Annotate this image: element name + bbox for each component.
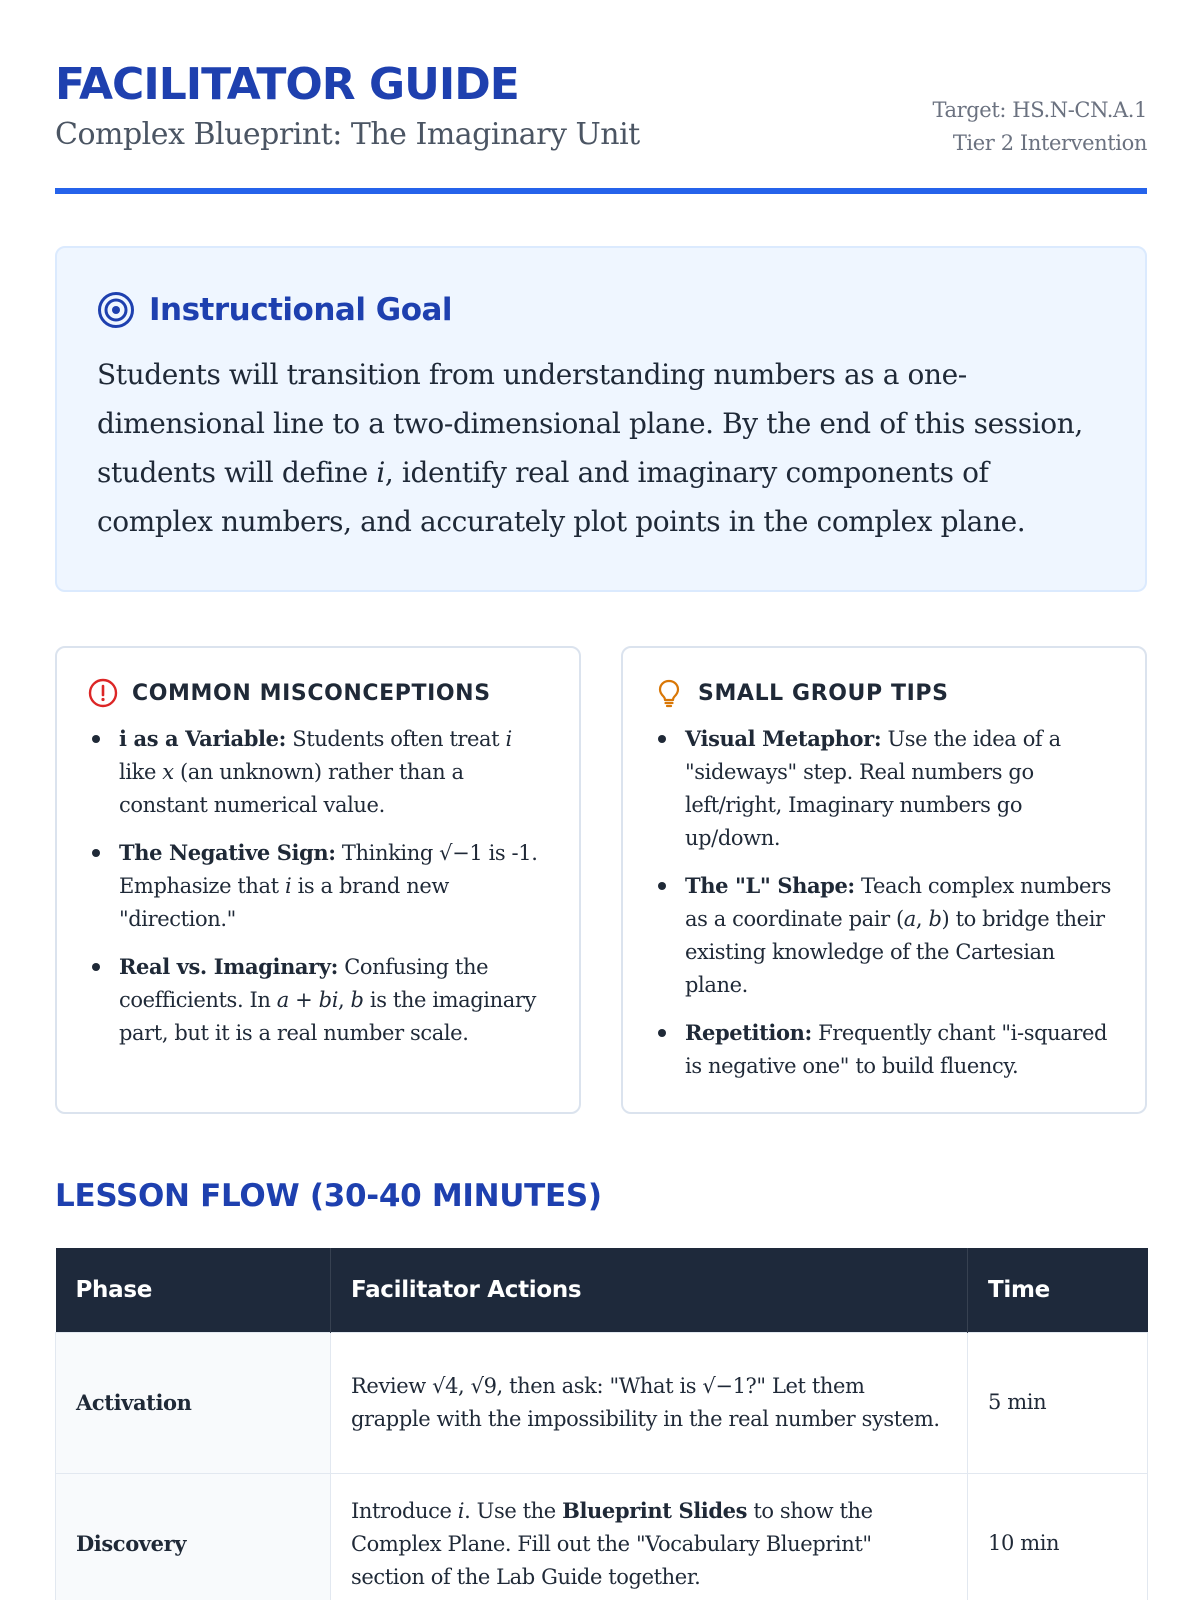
- item-text: Students often treat 𝑖 like 𝑥 (an unknown) rather than a constant numerical value.: [119, 727, 512, 817]
- goal-heading-text: Instructional Goal: [149, 292, 453, 328]
- table-row: [56, 1332, 1148, 1473]
- misconceptions-list: [87, 722, 553, 1050]
- action-text: to show the Complex Plane. Fill out the "Vocabulary Blueprint" section of the Lab Guide together.: [351, 1498, 873, 1589]
- facilitator-guide-page: [55, 0, 1147, 1600]
- item-label: Real vs. Imaginary:: [119, 954, 338, 979]
- time-cell: 5 min: [968, 1332, 1148, 1473]
- misconceptions-card: [55, 646, 581, 1114]
- tips-heading: [653, 676, 1119, 710]
- action-cell: Review √4, √9, then ask: "What is √−1?" Let them grapple with the impossibility in the real number system.: [331, 1332, 968, 1473]
- list-item: [653, 722, 1119, 855]
- time-cell: 10 min: [968, 1473, 1148, 1600]
- phase-cell: Activation: [56, 1332, 331, 1473]
- blueprint-slides-emphasis: Blueprint Slides: [562, 1497, 748, 1523]
- document-header: [55, 0, 1147, 194]
- item-text: Confusing the coefficients. In 𝑎 + 𝑏𝑖, 𝑏 is the imaginary part, but it is a real number scale.: [119, 955, 536, 1045]
- item-text: Use the idea of a "sideways" step. Real numbers go left/right, Imaginary numbers go up/down.: [685, 727, 1061, 850]
- item-label: The "L" Shape:: [685, 873, 855, 898]
- list-item: [653, 1016, 1119, 1083]
- column-header-time: Time: [968, 1248, 1148, 1332]
- action-cell: [331, 1473, 968, 1600]
- goal-text-variable: i: [376, 456, 385, 489]
- tips-card: [621, 646, 1147, 1114]
- item-text: Thinking √−1 is -1. Emphasize that 𝑖 is a brand new "direction.": [119, 841, 538, 931]
- instructional-goal-box: [55, 246, 1147, 592]
- column-header-phase: Phase: [56, 1248, 331, 1332]
- table-header-row: [56, 1248, 1148, 1332]
- item-label: The Negative Sign:: [119, 840, 336, 865]
- target-icon: [97, 291, 135, 329]
- list-item: [87, 950, 553, 1050]
- phase-cell: Discovery: [56, 1473, 331, 1600]
- misconceptions-heading-text: COMMON MISCONCEPTIONS: [132, 680, 491, 706]
- header-meta: [933, 94, 1147, 160]
- list-item: [87, 836, 553, 936]
- goal-text: [97, 350, 1105, 546]
- action-text: Introduce 𝑖. Use the: [351, 1498, 563, 1523]
- goal-heading: [97, 288, 1105, 332]
- alert-circle-icon: [87, 677, 119, 709]
- goal-text-part: , identify real and imaginary components of complex numbers, and accurately plot points in the complex plane.: [97, 456, 1026, 538]
- item-label: Repetition:: [685, 1020, 812, 1045]
- item-text: Teach complex numbers as a coordinate pair (𝑎, 𝑏) to bridge their existing knowledge of the Cartesian plane.: [685, 874, 1111, 997]
- item-label: Visual Metaphor:: [685, 726, 882, 751]
- document-subtitle: Complex Blueprint: The Imaginary Unit: [55, 117, 640, 152]
- list-item: [87, 722, 553, 822]
- lesson-flow-title: LESSON FLOW (30-40 MINUTES): [55, 1178, 602, 1214]
- target-standard: Target: HS.N-CN.A.1: [932, 98, 1147, 122]
- tier-label: Tier 2 Intervention: [952, 131, 1147, 155]
- table-row: [56, 1473, 1148, 1600]
- column-header-actions: Facilitator Actions: [331, 1248, 968, 1332]
- goal-text-part: Students will transition from understanding numbers as a one-dimensional line to a two-dimensional plane. By the end of this session, students will define: [97, 358, 1083, 489]
- list-item: [653, 869, 1119, 1002]
- lightbulb-icon: [653, 677, 685, 709]
- document-title: FACILITATOR GUIDE: [55, 59, 519, 110]
- info-cards: [55, 646, 1147, 1114]
- tips-heading-text: SMALL GROUP TIPS: [698, 680, 949, 706]
- misconceptions-heading: [87, 676, 553, 710]
- item-text: Frequently chant "i-squared is negative one" to build fluency.: [685, 1021, 1108, 1078]
- lesson-flow-table: [55, 1248, 1148, 1600]
- item-label: i as a Variable:: [119, 726, 286, 751]
- tips-list: [653, 722, 1119, 1083]
